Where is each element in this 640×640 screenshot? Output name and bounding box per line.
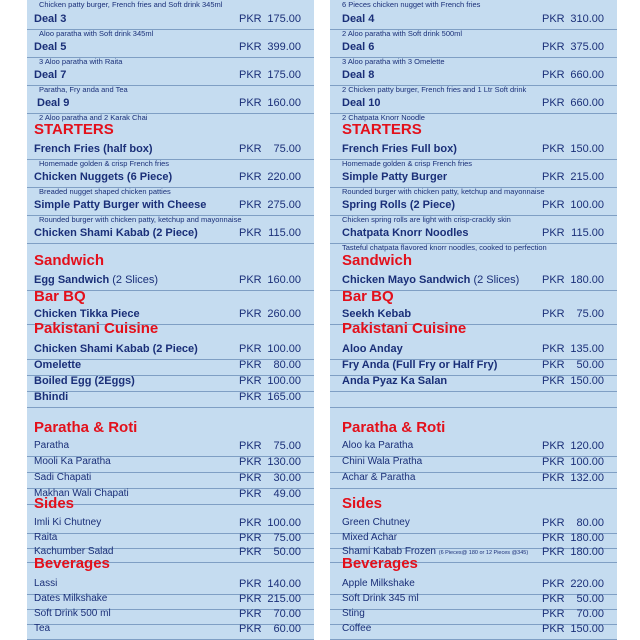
item-name: Tea — [34, 623, 51, 634]
item-currency: PKR — [239, 456, 262, 468]
menu-column-right — [330, 0, 617, 640]
item-name: Imli Ki Chutney — [34, 517, 102, 528]
item-currency: PKR — [542, 308, 565, 320]
item-description: Homemade golden & crisp French fries — [39, 159, 170, 168]
item-name: Simple Patty Burger — [342, 171, 448, 183]
menu-item-achar-paratha — [330, 471, 617, 489]
item-name: French Fries Full box) — [342, 143, 457, 155]
item-price: 100.00 — [267, 375, 301, 387]
section-heading-sides: Sides — [342, 495, 383, 512]
item-currency: PKR — [239, 343, 262, 355]
item-price: 80.00 — [273, 359, 301, 371]
item-currency: PKR — [239, 171, 262, 183]
item-price: 215.00 — [267, 593, 301, 605]
item-price: 275.00 — [267, 199, 301, 211]
item-name: Chicken Nuggets (6 Piece) — [34, 171, 173, 183]
item-currency: PKR — [542, 199, 565, 211]
item-currency: PKR — [542, 97, 565, 109]
section-heading-pakistani: Pakistani Cuisine — [34, 320, 159, 337]
item-currency: PKR — [239, 488, 262, 500]
menu-item-deal-6 — [330, 40, 617, 58]
item-price: 180.00 — [570, 274, 604, 286]
item-name: Kachumber Salad — [34, 546, 114, 557]
item-name: Boiled Egg (2Eggs) — [34, 375, 135, 387]
item-price: 75.00 — [576, 308, 604, 320]
item-currency: PKR — [239, 69, 262, 81]
item-name: Aloo Anday — [342, 343, 403, 355]
item-description: 2 Aloo paratha and 2 Karak Chai — [39, 113, 148, 122]
item-currency: PKR — [239, 440, 262, 452]
item-description: Tasteful chatpata flavored knorr noodles, cooked to perfection — [342, 243, 547, 252]
item-price: 150.00 — [570, 375, 604, 387]
item-name: Mixed Achar — [342, 532, 398, 543]
menu-item-simple-patty-burger — [330, 170, 617, 188]
item-name: Chatpata Knorr Noodles — [342, 227, 469, 239]
item-currency: PKR — [239, 359, 262, 371]
item-price: 75.00 — [273, 532, 301, 544]
item-currency: PKR — [542, 227, 565, 239]
menu-item-spring-rolls — [330, 198, 617, 216]
menu-item-deal-5 — [27, 40, 314, 58]
item-description: 6 Pieces chicken nugget with French fries — [342, 0, 481, 9]
item-currency: PKR — [239, 623, 262, 635]
item-currency: PKR — [542, 623, 565, 635]
item-name: Simple Patty Burger with Cheese — [34, 199, 207, 211]
menu-item-deal-10 — [330, 96, 617, 114]
item-currency: PKR — [542, 13, 565, 25]
item-price: 80.00 — [576, 517, 604, 529]
menu-column-left — [27, 0, 314, 640]
item-name: Deal 8 — [342, 69, 375, 81]
item-price: 165.00 — [267, 391, 301, 403]
item-name: Bhindi — [34, 391, 69, 403]
item-name: Deal 10 — [342, 97, 381, 109]
item-price: 30.00 — [273, 472, 301, 484]
menu-item-bhindi — [27, 390, 314, 408]
item-name: Aloo ka Paratha — [342, 440, 414, 451]
section-heading-sides: Sides — [34, 495, 75, 512]
item-currency: PKR — [542, 69, 565, 81]
menu-item-french-fries-half — [27, 142, 314, 160]
item-name: Chicken Mayo Sandwich (2 Slices) — [342, 274, 520, 286]
item-price: 75.00 — [273, 440, 301, 452]
section-heading-beverages: Beverages — [34, 555, 110, 572]
item-name: Chicken Shami Kabab (2 Piece) — [34, 343, 198, 355]
item-name: Anda Pyaz Ka Salan — [342, 375, 448, 387]
item-currency: PKR — [542, 532, 565, 544]
item-currency: PKR — [239, 375, 262, 387]
section-heading-beverages: Beverages — [342, 555, 418, 572]
item-price: 180.00 — [570, 546, 604, 558]
item-name: Egg Sandwich (2 Slices) — [34, 274, 159, 286]
item-price: 49.00 — [273, 488, 301, 500]
section-heading-starters: STARTERS — [34, 121, 114, 138]
item-description: 2 Chatpata Knorr Noodle — [342, 113, 425, 122]
item-name: Deal 7 — [34, 69, 67, 81]
item-description: 3 Aloo paratha with Raita — [39, 57, 123, 66]
item-price: 130.00 — [267, 456, 301, 468]
item-name: Chicken Shami Kabab (2 Piece) — [34, 227, 198, 239]
item-currency: PKR — [542, 359, 565, 371]
item-price: 180.00 — [570, 532, 604, 544]
item-name: Spring Rolls (2 Piece) — [342, 199, 456, 211]
menu-item-patty-burger-cheese — [27, 198, 314, 216]
item-price: 100.00 — [267, 343, 301, 355]
item-name: Deal 5 — [34, 41, 67, 53]
item-price: 175.00 — [267, 69, 301, 81]
item-name: Deal 9 — [37, 97, 70, 109]
item-price: 135.00 — [570, 343, 604, 355]
item-price: 100.00 — [570, 199, 604, 211]
item-description: Chicken spring rolls are light with crisp-crackly skin — [342, 215, 511, 224]
item-currency: PKR — [542, 274, 565, 286]
section-heading-paratha-roti: Paratha & Roti — [34, 419, 138, 436]
item-name: Sting — [342, 608, 365, 619]
item-name: Soft Drink 500 ml — [34, 608, 111, 619]
item-name: Chini Wala Pratha — [342, 456, 423, 467]
item-currency: PKR — [542, 440, 565, 452]
item-price: 660.00 — [570, 69, 604, 81]
menu-item-french-fries-full — [330, 142, 617, 160]
item-currency: PKR — [239, 308, 262, 320]
item-price: 150.00 — [570, 623, 604, 635]
item-currency: PKR — [239, 391, 262, 403]
item-currency: PKR — [542, 517, 565, 529]
item-price: 310.00 — [570, 13, 604, 25]
item-name: Paratha — [34, 440, 70, 451]
item-name: Coffee — [342, 623, 372, 634]
item-name: Mooli Ka Paratha — [34, 456, 111, 467]
item-name: Shami Kabab Frozen (6 Pieces@ 180 or 12 Pieces @345) — [342, 546, 529, 557]
item-currency: PKR — [239, 593, 262, 605]
section-heading-bar-bq: Bar BQ — [34, 288, 86, 305]
item-currency: PKR — [542, 472, 565, 484]
item-price: 160.00 — [267, 274, 301, 286]
item-price: 70.00 — [576, 608, 604, 620]
section-heading-pakistani: Pakistani Cuisine — [342, 320, 467, 337]
item-price: 660.00 — [570, 97, 604, 109]
item-currency: PKR — [239, 608, 262, 620]
item-price: 75.00 — [273, 143, 301, 155]
item-price: 70.00 — [273, 608, 301, 620]
menu-item-tea — [27, 622, 314, 640]
item-price: 215.00 — [570, 171, 604, 183]
item-price: 100.00 — [267, 517, 301, 529]
item-currency: PKR — [542, 456, 565, 468]
menu-item-deal-7 — [27, 68, 314, 86]
item-price: 150.00 — [570, 143, 604, 155]
item-currency: PKR — [542, 593, 565, 605]
item-currency: PKR — [239, 517, 262, 529]
item-currency: PKR — [239, 578, 262, 590]
item-name: Omelette — [34, 359, 82, 371]
item-name: Seekh Kebab — [342, 308, 412, 320]
item-price: 140.00 — [267, 578, 301, 590]
empty-row — [330, 390, 617, 408]
item-description: Breaded nugget shaped chicken patties — [39, 187, 171, 196]
item-price: 115.00 — [268, 227, 301, 239]
item-name: Raita — [34, 532, 58, 543]
item-currency: PKR — [542, 546, 565, 558]
item-price: 50.00 — [273, 546, 301, 558]
menu-item-deal-9 — [27, 96, 314, 114]
section-heading-starters: STARTERS — [342, 121, 422, 138]
item-price: 220.00 — [570, 578, 604, 590]
item-name: Dates Milkshake — [34, 593, 108, 604]
item-description: Aloo paratha with Soft drink 345ml — [39, 29, 154, 38]
item-price: 60.00 — [273, 623, 301, 635]
item-description: 3 Aloo paratha with 3 Omelette — [342, 57, 445, 66]
item-currency: PKR — [239, 227, 262, 239]
item-price: 120.00 — [570, 440, 604, 452]
item-currency: PKR — [239, 546, 262, 558]
item-currency: PKR — [542, 343, 565, 355]
item-name: Green Chutney — [342, 517, 410, 528]
item-description: Chicken patty burger, French fries and Soft drink 345ml — [39, 0, 223, 9]
item-currency: PKR — [239, 472, 262, 484]
item-price: 160.00 — [267, 97, 301, 109]
section-heading-bar-bq: Bar BQ — [342, 288, 394, 305]
item-description: Paratha, Fry anda and Tea — [39, 85, 128, 94]
item-price: 115.00 — [571, 227, 604, 239]
item-currency: PKR — [239, 532, 262, 544]
item-currency: PKR — [542, 608, 565, 620]
item-description: 2 Aloo paratha with Soft drink 500ml — [342, 29, 463, 38]
item-currency: PKR — [542, 375, 565, 387]
item-name: Achar & Paratha — [342, 472, 416, 483]
item-price: 132.00 — [570, 472, 604, 484]
section-heading-sandwich: Sandwich — [342, 252, 413, 269]
item-price: 220.00 — [267, 171, 301, 183]
item-currency: PKR — [239, 13, 262, 25]
section-heading-sandwich: Sandwich — [34, 252, 105, 269]
item-currency: PKR — [542, 171, 565, 183]
item-price: 260.00 — [267, 308, 301, 320]
item-name: Fry Anda (Full Fry or Half Fry) — [342, 359, 498, 371]
item-price: 50.00 — [576, 359, 604, 371]
item-description: Rounded burger with chicken patty, ketchup and mayonnaise — [39, 215, 242, 224]
item-currency: PKR — [542, 143, 565, 155]
item-price: 375.00 — [570, 41, 604, 53]
item-price: 50.00 — [576, 593, 604, 605]
item-name: Makhan Wali Chapati — [34, 488, 129, 499]
item-price: 399.00 — [267, 41, 301, 53]
item-name: Apple Milkshake — [342, 578, 415, 589]
item-currency: PKR — [542, 41, 565, 53]
item-name: Sadi Chapati — [34, 472, 92, 483]
menu-item-coffee — [330, 622, 617, 640]
item-name: Deal 3 — [34, 13, 67, 25]
item-currency: PKR — [239, 97, 262, 109]
item-price: 175.00 — [267, 13, 301, 25]
item-description: Homemade golden & crisp French fries — [342, 159, 473, 168]
menu-item-chicken-nuggets — [27, 170, 314, 188]
item-currency: PKR — [239, 41, 262, 53]
menu-item-deal-3 — [27, 12, 314, 30]
item-name: Deal 4 — [342, 13, 375, 25]
menu-item-deal-8 — [330, 68, 617, 86]
menu-item-chatpata-noodles — [330, 226, 617, 244]
item-description: Rounded burger with chicken patty, ketchup and mayonnaise — [342, 187, 545, 196]
menu-item-deal-4 — [330, 12, 617, 30]
item-name: Lassi — [34, 578, 58, 589]
menu-item-shami-kabab-starter — [27, 226, 314, 244]
item-currency: PKR — [239, 274, 262, 286]
item-price: 100.00 — [570, 456, 604, 468]
section-heading-paratha-roti: Paratha & Roti — [342, 419, 446, 436]
item-description: 2 Chicken patty burger, French fries and 1 Ltr Soft drink — [342, 85, 527, 94]
item-name: Chicken Tikka Piece — [34, 308, 140, 320]
item-currency: PKR — [542, 578, 565, 590]
item-currency: PKR — [239, 199, 262, 211]
item-name: Soft Drink 345 ml — [342, 593, 419, 604]
item-name: French Fries (half box) — [34, 143, 153, 155]
item-currency: PKR — [239, 143, 262, 155]
item-name: Deal 6 — [342, 41, 375, 53]
